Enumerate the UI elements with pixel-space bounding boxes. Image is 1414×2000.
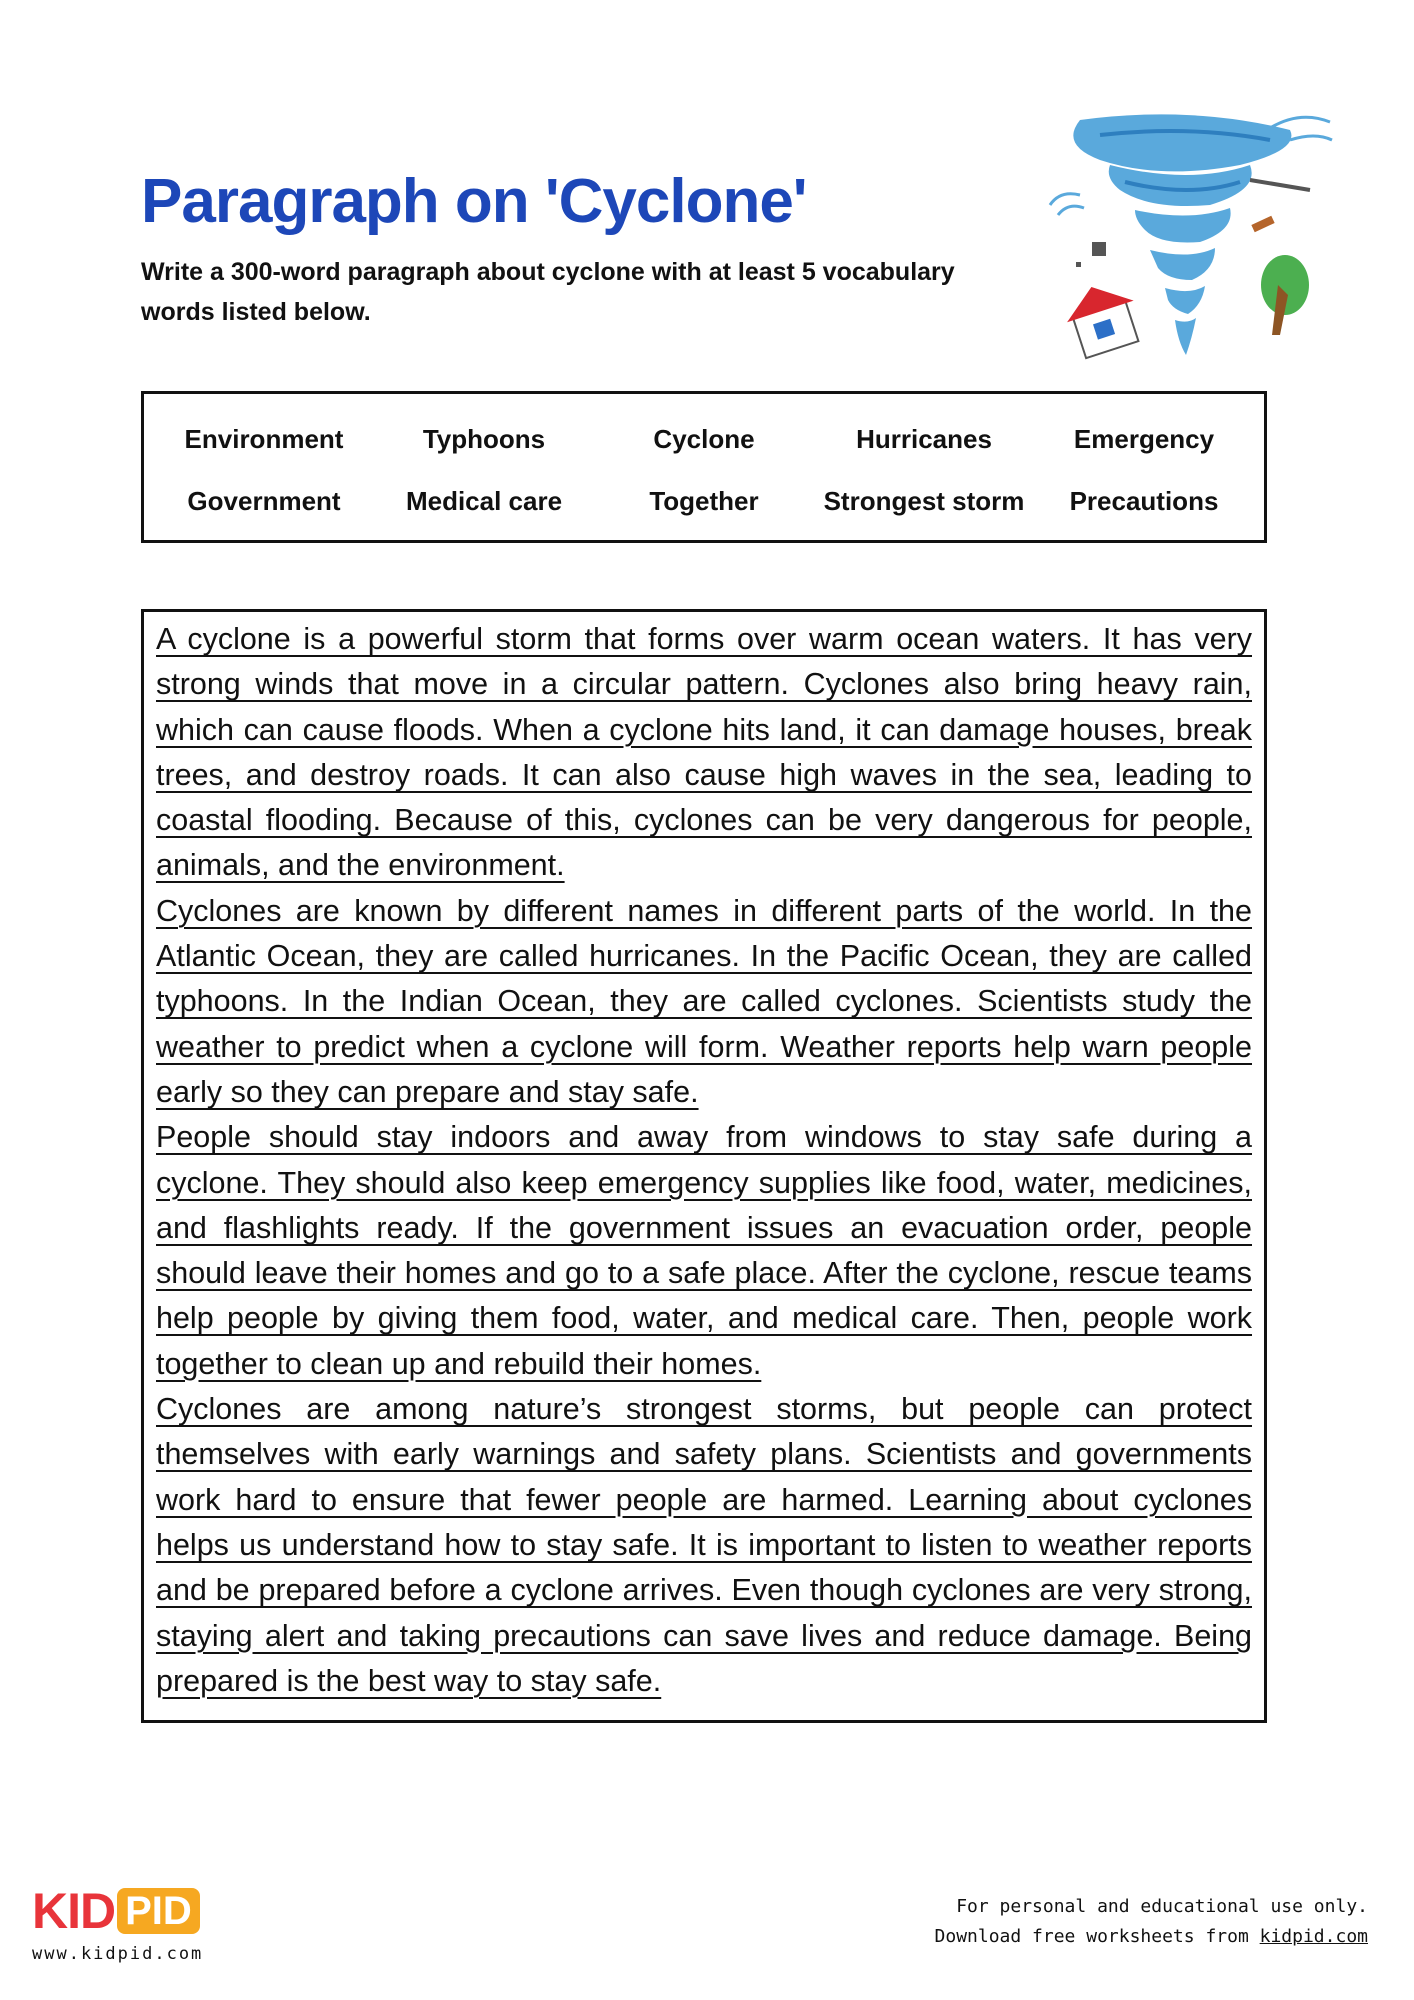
vocab-word: Cyclone — [653, 424, 755, 454]
paragraph: Cyclones are among nature’s strongest storms, but people can protect themselves with early warnings and safety plans. Scientists and governments work hard to ensure that fewer people are harmed. Learning about cyclones helps us understand how to stay safe. It is important to listen to weather reports and be prepared before a cyclone arrives. Even though cyclones are very strong, staying alert and taking precautions can save lives and reduce damage. Being prepared is the best way to stay safe. — [156, 1392, 1252, 1698]
footer-kidpid-link[interactable]: kidpid.com — [1259, 1926, 1368, 1947]
page-title: Paragraph on 'Cyclone' — [141, 167, 807, 236]
tornado-illustration-icon — [1040, 110, 1340, 380]
footer — [935, 1892, 1368, 1952]
paragraph: Cyclones are known by different names in different parts of the world. In the Atlantic Ocean, they are called hurricanes. In the Pacific Ocean, they are called typhoons. In the Indian Ocean, they are called cyclones. Scientists study the weather to predict when a cyclone will form. Weather reports help warn people early so they can prepare and stay safe. — [156, 893, 1252, 1109]
logo-pid-text: PID — [117, 1888, 200, 1934]
vocab-word: Together — [649, 486, 759, 516]
kidpid-logo[interactable] — [32, 1882, 200, 1940]
vocab-word: Emergency — [1073, 424, 1215, 454]
footer-download-prefix: Download free worksheets from — [934, 1926, 1260, 1947]
logo-kid-text: KID — [32, 1883, 116, 1939]
vocab-word: Precautions — [1069, 486, 1219, 516]
vocab-word: Typhoons — [422, 424, 546, 454]
paragraph-box — [141, 609, 1267, 1723]
paragraph: A cyclone is a powerful storm that forms over warm ocean waters. It has very strong winds that move in a circular pattern. Cyclones also bring heavy rain, which can cause floods. When a cyclone hits land, it can damage houses, break trees, and destroy roads. It can also cause high waves in the sea, leading to coastal flooding. Because of this, cyclones can be very dangerous for people, animals, and the environment. — [156, 622, 1252, 883]
vocab-word: Hurricanes — [856, 424, 992, 454]
instructions: Write a 300-word paragraph about cyclone with at least 5 vocabulary words listed below. — [141, 258, 955, 326]
footer-usage-note: For personal and educational use only. — [956, 1896, 1368, 1917]
vocab-word: Medical care — [405, 486, 563, 516]
logo-url[interactable]: www.kidpid.com — [32, 1944, 204, 1964]
vocabulary-box — [141, 391, 1267, 543]
vocab-word: Environment — [184, 424, 344, 454]
vocab-word: Government — [187, 486, 341, 516]
paragraph: People should stay indoors and away from windows to stay safe during a cyclone. They should also keep emergency supplies like food, water, medicines, and flashlights ready. If the government issues an evacuation order, people should leave their homes and go to a safe place. After the cyclone, rescue teams help people by giving them food, water, and medical care. Then, people work together to clean up and rebuild their homes. — [156, 1120, 1252, 1381]
vocab-word: Strongest storm — [823, 486, 1025, 516]
footer-download-line — [935, 1922, 1368, 1952]
